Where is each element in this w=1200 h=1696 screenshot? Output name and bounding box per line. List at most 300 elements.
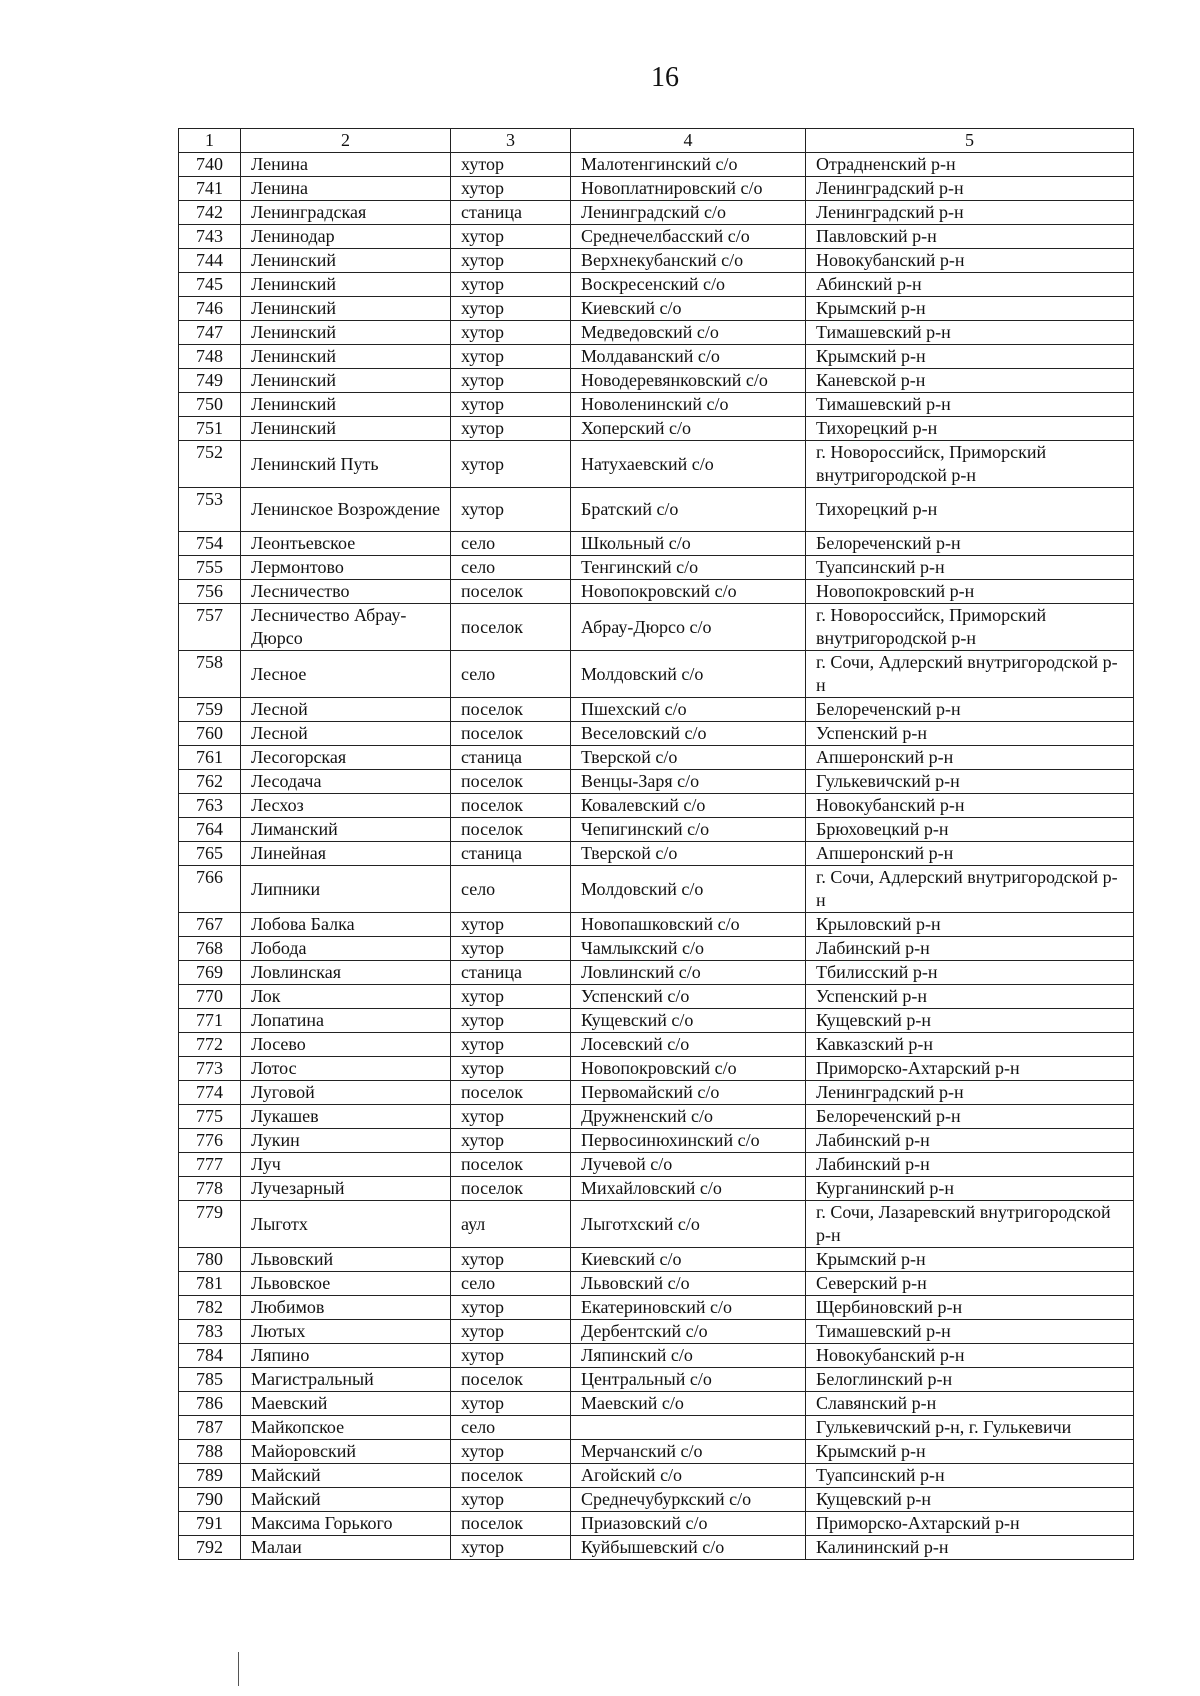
rural-council-cell: Новопокровский с/о (571, 1057, 806, 1081)
district-cell: Брюховецкий р-н (806, 818, 1134, 842)
settlement-type-cell: хутор (451, 937, 571, 961)
rural-council-cell: Пшехский с/о (571, 698, 806, 722)
table-row (179, 1009, 1134, 1033)
district-cell: Калининский р-н (806, 1536, 1134, 1560)
district-cell: Ленинградский р-н (806, 1081, 1134, 1105)
district-cell: Крымский р-н (806, 1440, 1134, 1464)
district-cell: Тимашевский р-н (806, 393, 1134, 417)
rural-council-cell: Новодеревянковский с/о (571, 369, 806, 393)
settlements-table (178, 128, 1134, 1560)
rural-council-cell: Молдовский с/о (571, 866, 806, 913)
settlement-name-cell: Ленинское Возрождение (241, 488, 451, 532)
table-row (179, 321, 1134, 345)
table-row (179, 722, 1134, 746)
table-row (179, 369, 1134, 393)
rural-council-cell: Малотенгинский с/о (571, 153, 806, 177)
row-number-cell: 758 (179, 651, 241, 698)
table-row (179, 985, 1134, 1009)
table-row (179, 1177, 1134, 1201)
rural-council-cell: Новопашковский с/о (571, 913, 806, 937)
settlement-type-cell: аул (451, 1201, 571, 1248)
settlement-name-cell: Ленинский (241, 297, 451, 321)
row-number-cell: 784 (179, 1344, 241, 1368)
district-cell: г. Новороссийск, Приморский внутригородской р-н (806, 604, 1134, 651)
settlement-type-cell: хутор (451, 1105, 571, 1129)
rural-council-cell: Чепигинский с/о (571, 818, 806, 842)
table-row (179, 1296, 1134, 1320)
rural-council-cell: Новоплатнировский с/о (571, 177, 806, 201)
rural-council-cell: Кущевский с/о (571, 1009, 806, 1033)
settlement-name-cell: Магистральный (241, 1368, 451, 1392)
settlement-type-cell: станица (451, 961, 571, 985)
settlement-name-cell: Луговой (241, 1081, 451, 1105)
row-number-cell: 763 (179, 794, 241, 818)
rural-council-cell: Приазовский с/о (571, 1512, 806, 1536)
district-cell: Кущевский р-н (806, 1488, 1134, 1512)
settlement-type-cell: хутор (451, 1536, 571, 1560)
rural-council-cell: Екатериновский с/о (571, 1296, 806, 1320)
settlement-type-cell: хутор (451, 369, 571, 393)
settlement-name-cell: Линейная (241, 842, 451, 866)
table-row (179, 961, 1134, 985)
table-row (179, 532, 1134, 556)
settlement-type-cell: село (451, 556, 571, 580)
table-row (179, 1105, 1134, 1129)
settlement-type-cell: хутор (451, 985, 571, 1009)
table-row (179, 1536, 1134, 1560)
table-row (179, 201, 1134, 225)
settlement-type-cell: поселок (451, 818, 571, 842)
row-number-cell: 779 (179, 1201, 241, 1248)
rural-council-cell: Ленинградский с/о (571, 201, 806, 225)
table-row (179, 488, 1134, 532)
row-number-cell: 765 (179, 842, 241, 866)
table-row (179, 1153, 1134, 1177)
district-cell: Апшеронский р-н (806, 842, 1134, 866)
rural-council-cell (571, 1416, 806, 1440)
table-row (179, 651, 1134, 698)
row-number-cell: 769 (179, 961, 241, 985)
settlement-type-cell: поселок (451, 1512, 571, 1536)
rural-council-cell: Маевский с/о (571, 1392, 806, 1416)
row-number-cell: 762 (179, 770, 241, 794)
settlement-name-cell: Лютых (241, 1320, 451, 1344)
district-cell: г. Сочи, Адлерский внутригородской р-н (806, 651, 1134, 698)
row-number-cell: 741 (179, 177, 241, 201)
settlement-type-cell: поселок (451, 770, 571, 794)
row-number-cell: 751 (179, 417, 241, 441)
rural-council-cell: Куйбышевский с/о (571, 1536, 806, 1560)
rural-council-cell: Чамлыкский с/о (571, 937, 806, 961)
settlement-type-cell: поселок (451, 1368, 571, 1392)
table-row (179, 1201, 1134, 1248)
row-number-cell: 790 (179, 1488, 241, 1512)
settlement-name-cell: Лок (241, 985, 451, 1009)
district-cell: г. Новороссийск, Приморский внутригородской р-н (806, 441, 1134, 488)
row-number-cell: 776 (179, 1129, 241, 1153)
settlement-name-cell: Лесничество (241, 580, 451, 604)
settlement-type-cell: хутор (451, 913, 571, 937)
table-row (179, 1392, 1134, 1416)
district-cell: Каневской р-н (806, 369, 1134, 393)
rural-council-cell: Молдаванский с/о (571, 345, 806, 369)
row-number-cell: 750 (179, 393, 241, 417)
district-cell: Крыловский р-н (806, 913, 1134, 937)
table-row (179, 441, 1134, 488)
table-row (179, 153, 1134, 177)
district-cell: Новокубанский р-н (806, 249, 1134, 273)
district-cell: г. Сочи, Адлерский внутригородской р-н (806, 866, 1134, 913)
rural-council-cell: Дербентский с/о (571, 1320, 806, 1344)
settlement-name-cell: Лучезарный (241, 1177, 451, 1201)
table-header-row (179, 129, 1134, 153)
row-number-cell: 786 (179, 1392, 241, 1416)
settlement-type-cell: поселок (451, 580, 571, 604)
row-number-cell: 764 (179, 818, 241, 842)
district-cell: Крымский р-н (806, 345, 1134, 369)
rural-council-cell: Успенский с/о (571, 985, 806, 1009)
table-row (179, 1057, 1134, 1081)
settlement-type-cell: хутор (451, 249, 571, 273)
row-number-cell: 773 (179, 1057, 241, 1081)
row-number-cell: 749 (179, 369, 241, 393)
settlement-name-cell: Лиманский (241, 818, 451, 842)
settlement-type-cell: станица (451, 842, 571, 866)
rural-council-cell: Верхнекубанский с/о (571, 249, 806, 273)
table-row (179, 1248, 1134, 1272)
district-cell: Тимашевский р-н (806, 321, 1134, 345)
rural-council-cell: Натухаевский с/о (571, 441, 806, 488)
row-number-cell: 772 (179, 1033, 241, 1057)
settlement-name-cell: Ленина (241, 177, 451, 201)
table-row (179, 556, 1134, 580)
settlement-type-cell: хутор (451, 417, 571, 441)
settlement-name-cell: Ленинодар (241, 225, 451, 249)
settlement-type-cell: хутор (451, 153, 571, 177)
row-number-cell: 792 (179, 1536, 241, 1560)
row-number-cell: 760 (179, 722, 241, 746)
row-number-cell: 761 (179, 746, 241, 770)
district-cell: Тимашевский р-н (806, 1320, 1134, 1344)
table-row (179, 1272, 1134, 1296)
district-cell: Приморско-Ахтарский р-н (806, 1512, 1134, 1536)
column-header-district: 5 (806, 129, 1134, 153)
table-row (179, 1488, 1134, 1512)
district-cell: Гулькевичский р-н (806, 770, 1134, 794)
rural-council-cell: Лосевский с/о (571, 1033, 806, 1057)
settlement-type-cell: хутор (451, 1033, 571, 1057)
rural-council-cell: Центральный с/о (571, 1368, 806, 1392)
row-number-cell: 756 (179, 580, 241, 604)
settlement-name-cell: Майоровский (241, 1440, 451, 1464)
district-cell: Павловский р-н (806, 225, 1134, 249)
table-row (179, 1416, 1134, 1440)
settlement-type-cell: село (451, 1272, 571, 1296)
settlement-type-cell: хутор (451, 1009, 571, 1033)
district-cell: Белореченский р-н (806, 532, 1134, 556)
district-cell: Тбилисский р-н (806, 961, 1134, 985)
rural-council-cell: Школьный с/о (571, 532, 806, 556)
settlement-name-cell: Малаи (241, 1536, 451, 1560)
row-number-cell: 791 (179, 1512, 241, 1536)
settlement-name-cell: Маевский (241, 1392, 451, 1416)
district-cell: Туапсинский р-н (806, 556, 1134, 580)
settlement-type-cell: село (451, 1416, 571, 1440)
settlement-name-cell: Лесогорская (241, 746, 451, 770)
district-cell: Кавказский р-н (806, 1033, 1134, 1057)
row-number-cell: 789 (179, 1464, 241, 1488)
rural-council-cell: Ловлинский с/о (571, 961, 806, 985)
row-number-cell: 788 (179, 1440, 241, 1464)
district-cell: Щербиновский р-н (806, 1296, 1134, 1320)
row-number-cell: 780 (179, 1248, 241, 1272)
district-cell: Ленинградский р-н (806, 201, 1134, 225)
district-cell: Ленинградский р-н (806, 177, 1134, 201)
column-header-type: 3 (451, 129, 571, 153)
settlement-type-cell: село (451, 651, 571, 698)
rural-council-cell: Первосинюхинский с/о (571, 1129, 806, 1153)
settlement-type-cell: хутор (451, 1129, 571, 1153)
table-row (179, 249, 1134, 273)
settlement-type-cell: хутор (451, 1440, 571, 1464)
rural-council-cell: Молдовский с/о (571, 651, 806, 698)
settlement-name-cell: Лукашев (241, 1105, 451, 1129)
row-number-cell: 766 (179, 866, 241, 913)
table-row (179, 1440, 1134, 1464)
settlement-type-cell: хутор (451, 1344, 571, 1368)
row-number-cell: 768 (179, 937, 241, 961)
table-row (179, 1512, 1134, 1536)
rural-council-cell: Веселовский с/о (571, 722, 806, 746)
district-cell: Успенский р-н (806, 722, 1134, 746)
settlement-type-cell: хутор (451, 273, 571, 297)
settlement-type-cell: станица (451, 746, 571, 770)
district-cell: Северский р-н (806, 1272, 1134, 1296)
settlement-name-cell: Лесничество Абрау-Дюрсо (241, 604, 451, 651)
settlement-type-cell: хутор (451, 225, 571, 249)
district-cell: Лабинский р-н (806, 937, 1134, 961)
settlement-name-cell: Ленинский (241, 249, 451, 273)
district-cell: Крымский р-н (806, 297, 1134, 321)
table-row (179, 345, 1134, 369)
district-cell: Новокубанский р-н (806, 1344, 1134, 1368)
rural-council-cell: Лыготхский с/о (571, 1201, 806, 1248)
table-row (179, 417, 1134, 441)
table-row (179, 393, 1134, 417)
settlement-name-cell: Лотос (241, 1057, 451, 1081)
settlement-type-cell: хутор (451, 393, 571, 417)
table-row (179, 698, 1134, 722)
row-number-cell: 746 (179, 297, 241, 321)
district-cell: Крымский р-н (806, 1248, 1134, 1272)
row-number-cell: 757 (179, 604, 241, 651)
row-number-cell: 767 (179, 913, 241, 937)
column-header-number: 1 (179, 129, 241, 153)
rural-council-cell: Львовский с/о (571, 1272, 806, 1296)
settlement-type-cell: поселок (451, 722, 571, 746)
settlement-name-cell: Лосево (241, 1033, 451, 1057)
district-cell: Славянский р-н (806, 1392, 1134, 1416)
row-number-cell: 755 (179, 556, 241, 580)
rural-council-cell: Дружненский с/о (571, 1105, 806, 1129)
table-row (179, 937, 1134, 961)
rural-council-cell: Среднечубуркский с/о (571, 1488, 806, 1512)
settlement-name-cell: Ленинский (241, 345, 451, 369)
district-cell: Лабинский р-н (806, 1129, 1134, 1153)
settlement-type-cell: поселок (451, 698, 571, 722)
settlement-name-cell: Львовский (241, 1248, 451, 1272)
settlement-name-cell: Ленинский (241, 417, 451, 441)
district-cell: Белоглинский р-н (806, 1368, 1134, 1392)
settlement-type-cell: хутор (451, 1057, 571, 1081)
rural-council-cell: Киевский с/о (571, 1248, 806, 1272)
settlement-name-cell: Ленинградская (241, 201, 451, 225)
rural-council-cell: Хоперский с/о (571, 417, 806, 441)
district-cell: Курганинский р-н (806, 1177, 1134, 1201)
row-number-cell: 774 (179, 1081, 241, 1105)
rural-council-cell: Киевский с/о (571, 297, 806, 321)
row-number-cell: 782 (179, 1296, 241, 1320)
column-header-name: 2 (241, 129, 451, 153)
settlement-type-cell: хутор (451, 1296, 571, 1320)
settlement-type-cell: поселок (451, 1153, 571, 1177)
table-row (179, 273, 1134, 297)
settlement-name-cell: Ленинский (241, 321, 451, 345)
row-number-cell: 759 (179, 698, 241, 722)
settlement-name-cell: Ленинский (241, 273, 451, 297)
rural-council-cell: Среднечелбасский с/о (571, 225, 806, 249)
settlement-type-cell: хутор (451, 345, 571, 369)
district-cell: Гулькевичский р-н, г. Гулькевичи (806, 1416, 1134, 1440)
settlement-name-cell: Максима Горького (241, 1512, 451, 1536)
settlement-type-cell: село (451, 532, 571, 556)
row-number-cell: 748 (179, 345, 241, 369)
row-number-cell: 771 (179, 1009, 241, 1033)
settlement-name-cell: Лукин (241, 1129, 451, 1153)
district-cell: Отрадненский р-н (806, 153, 1134, 177)
settlement-type-cell: хутор (451, 1392, 571, 1416)
rural-council-cell: Тенгинский с/о (571, 556, 806, 580)
row-number-cell: 787 (179, 1416, 241, 1440)
settlement-type-cell: хутор (451, 1320, 571, 1344)
settlement-type-cell: хутор (451, 441, 571, 488)
rural-council-cell: Ковалевский с/о (571, 794, 806, 818)
table-row (179, 770, 1134, 794)
settlement-type-cell: хутор (451, 488, 571, 532)
district-cell: Тихорецкий р-н (806, 417, 1134, 441)
row-number-cell: 752 (179, 441, 241, 488)
table-row (179, 1033, 1134, 1057)
district-cell: Успенский р-н (806, 985, 1134, 1009)
rural-council-cell: Лучевой с/о (571, 1153, 806, 1177)
district-cell: Новокубанский р-н (806, 794, 1134, 818)
settlement-name-cell: Леонтьевское (241, 532, 451, 556)
rural-council-cell: Тверской с/о (571, 842, 806, 866)
settlement-name-cell: Майкопское (241, 1416, 451, 1440)
row-number-cell: 778 (179, 1177, 241, 1201)
settlement-name-cell: Лобова Балка (241, 913, 451, 937)
settlement-type-cell: поселок (451, 1081, 571, 1105)
settlement-type-cell: поселок (451, 1464, 571, 1488)
settlement-name-cell: Лермонтово (241, 556, 451, 580)
settlement-name-cell: Ленинский (241, 393, 451, 417)
settlement-type-cell: хутор (451, 297, 571, 321)
district-cell: Туапсинский р-н (806, 1464, 1134, 1488)
rural-council-cell: Ляпинский с/о (571, 1344, 806, 1368)
table-row (179, 913, 1134, 937)
table-row (179, 1129, 1134, 1153)
settlement-name-cell: Лесодача (241, 770, 451, 794)
row-number-cell: 753 (179, 488, 241, 532)
row-number-cell: 743 (179, 225, 241, 249)
table-row (179, 1368, 1134, 1392)
row-number-cell: 744 (179, 249, 241, 273)
table-row (179, 746, 1134, 770)
table-row (179, 1081, 1134, 1105)
settlement-type-cell: хутор (451, 1488, 571, 1512)
row-number-cell: 777 (179, 1153, 241, 1177)
margin-mark (238, 1652, 239, 1686)
row-number-cell: 770 (179, 985, 241, 1009)
district-cell: Белореченский р-н (806, 1105, 1134, 1129)
district-cell: Абинский р-н (806, 273, 1134, 297)
table-row (179, 842, 1134, 866)
settlement-type-cell: станица (451, 201, 571, 225)
settlement-type-cell: хутор (451, 1248, 571, 1272)
settlement-name-cell: Лесное (241, 651, 451, 698)
table-row (179, 580, 1134, 604)
settlement-name-cell: Лесхоз (241, 794, 451, 818)
district-cell: Лабинский р-н (806, 1153, 1134, 1177)
table-row (179, 297, 1134, 321)
row-number-cell: 783 (179, 1320, 241, 1344)
row-number-cell: 775 (179, 1105, 241, 1129)
district-cell: Апшеронский р-н (806, 746, 1134, 770)
table-row (179, 1464, 1134, 1488)
table-row (179, 604, 1134, 651)
table-row (179, 818, 1134, 842)
row-number-cell: 745 (179, 273, 241, 297)
rural-council-cell: Тверской с/о (571, 746, 806, 770)
row-number-cell: 742 (179, 201, 241, 225)
row-number-cell: 747 (179, 321, 241, 345)
settlement-name-cell: Лесной (241, 722, 451, 746)
settlement-name-cell: Ляпино (241, 1344, 451, 1368)
table-row (179, 794, 1134, 818)
settlement-name-cell: Любимов (241, 1296, 451, 1320)
rural-council-cell: Михайловский с/о (571, 1177, 806, 1201)
table-row (179, 866, 1134, 913)
rural-council-cell: Мерчанский с/о (571, 1440, 806, 1464)
rural-council-cell: Венцы-Заря с/о (571, 770, 806, 794)
district-cell: Кущевский р-н (806, 1009, 1134, 1033)
rural-council-cell: Воскресенский с/о (571, 273, 806, 297)
settlement-type-cell: хутор (451, 177, 571, 201)
settlement-type-cell: село (451, 866, 571, 913)
rural-council-cell: Новопокровский с/о (571, 580, 806, 604)
rural-council-cell: Первомайский с/о (571, 1081, 806, 1105)
rural-council-cell: Братский с/о (571, 488, 806, 532)
settlement-type-cell: хутор (451, 321, 571, 345)
settlement-type-cell: поселок (451, 794, 571, 818)
settlement-name-cell: Лобода (241, 937, 451, 961)
page-number: 16 (651, 62, 679, 93)
column-header-council: 4 (571, 129, 806, 153)
settlement-name-cell: Ленина (241, 153, 451, 177)
rural-council-cell: Новоленинский с/о (571, 393, 806, 417)
settlement-type-cell: поселок (451, 1177, 571, 1201)
settlement-name-cell: Луч (241, 1153, 451, 1177)
